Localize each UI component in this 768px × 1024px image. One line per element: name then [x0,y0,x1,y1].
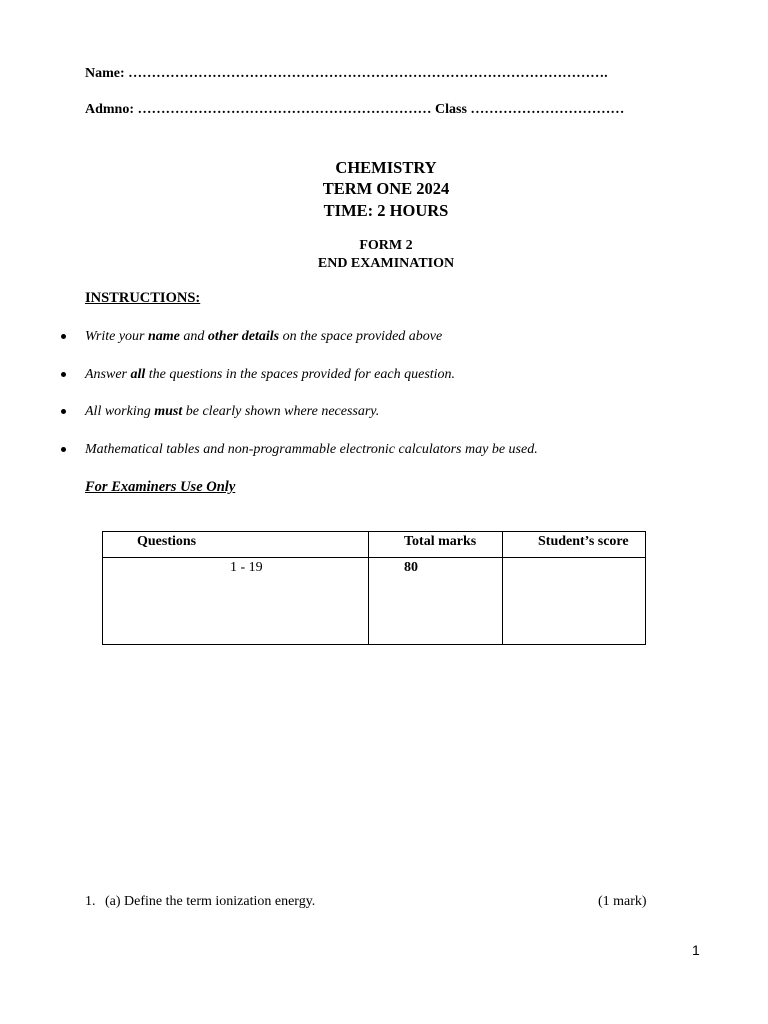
column-header-total-marks: Total marks [369,532,503,558]
class-label: Class [435,102,467,117]
term-title: TERM ONE 2024 [322,179,450,198]
bullet-icon [61,447,66,452]
admno-dots: ……………………………………………………… [137,102,432,117]
admno-class-field[interactable] [85,102,624,118]
question-1 [85,894,315,910]
subject-title: CHEMISTRY [335,158,437,177]
instructions-heading: INSTRUCTIONS: [85,290,201,306]
table-row [103,558,646,645]
question-text: (a) Define the term ionization energy. [105,894,316,909]
bullet-icon [61,409,66,414]
name-field[interactable] [85,66,608,82]
admno-label: Admno: [85,102,135,117]
score-table [102,531,646,645]
question-marks: (1 mark) [598,894,647,909]
bullet-icon [61,372,66,377]
class-dots: …………………………… [470,102,625,117]
question-number: 1. [85,894,96,909]
bullet-icon [61,334,66,339]
column-header-questions: Questions [103,532,369,558]
time-title: TIME: 2 HOURS [323,201,449,220]
form-title: FORM 2 [359,238,413,253]
cell-questions: 1 - 19 [103,558,369,645]
table-header-row [103,532,646,558]
cell-student-score[interactable] [503,558,646,645]
page-number: 1 [692,942,700,958]
cell-total-marks: 80 [369,558,503,645]
name-label: Name: [85,66,125,81]
examiners-heading: For Examiners Use Only [85,479,236,495]
exam-title: END EXAMINATION [317,256,455,271]
column-header-students-score: Student’s score [503,532,646,558]
name-dots: …………………………………………………………………………………………. [128,66,608,81]
